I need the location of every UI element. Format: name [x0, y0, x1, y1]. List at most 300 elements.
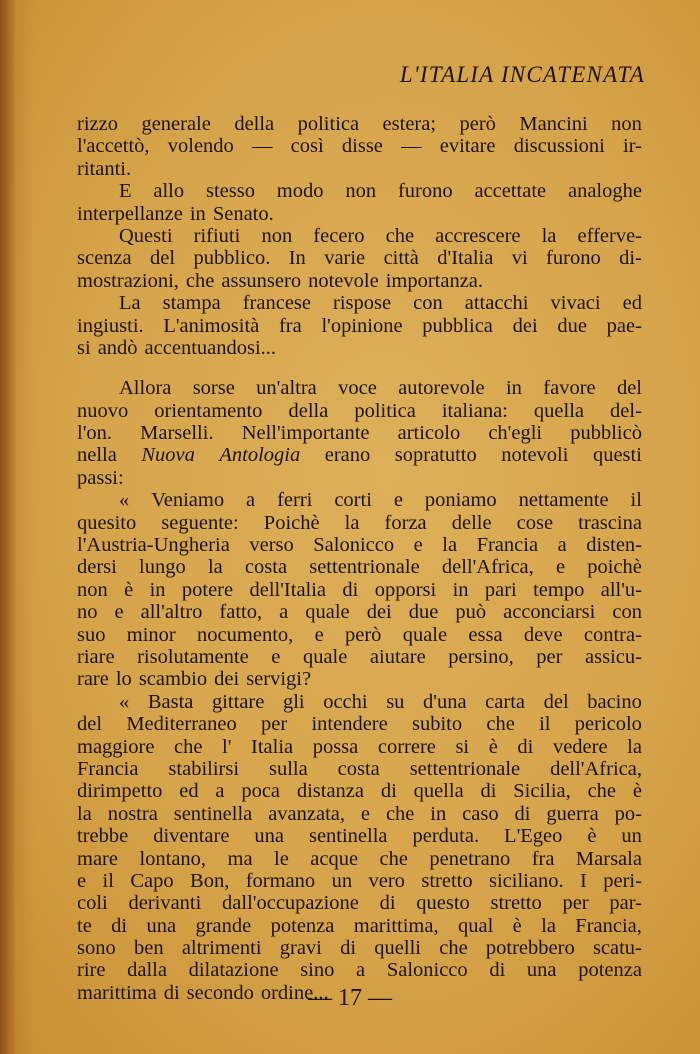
- word: servigi?: [246, 668, 312, 691]
- word: politica: [297, 113, 360, 135]
- word: e: [393, 489, 403, 512]
- word: d'una: [423, 690, 467, 713]
- word: sentinella: [173, 802, 253, 825]
- text-line: [77, 180, 642, 202]
- word: nocumento,: [197, 623, 294, 646]
- word: dirimpetto: [77, 780, 163, 803]
- word: mare: [77, 847, 118, 870]
- word: del: [150, 247, 176, 270]
- word: delle: [451, 511, 492, 534]
- text-line: [77, 780, 642, 802]
- word: di: [340, 937, 357, 960]
- word: Italia: [251, 735, 294, 758]
- word: però: [344, 623, 382, 646]
- word: pubblicò: [570, 422, 642, 445]
- word: deve: [523, 623, 563, 646]
- word: dall'occupazione: [222, 892, 359, 915]
- word: dell'Africa,: [550, 757, 642, 780]
- text-line: [77, 467, 642, 489]
- word: altrimenti: [181, 937, 262, 960]
- word: tempo: [533, 578, 585, 601]
- word: risolutamente: [137, 645, 249, 668]
- word: discussioni: [513, 135, 605, 158]
- word: assicu-: [585, 645, 642, 668]
- word: penetrano: [429, 847, 511, 870]
- word: opporsi: [374, 578, 437, 601]
- word: e: [413, 534, 423, 557]
- word: della: [234, 113, 275, 135]
- word: l'opinione: [321, 314, 403, 337]
- text-line: [77, 713, 642, 735]
- word: quesito: [77, 511, 137, 534]
- word: può: [455, 601, 487, 624]
- word: si: [455, 735, 470, 758]
- word: di: [480, 780, 497, 803]
- word: notevole: [308, 269, 379, 292]
- word: peri-: [603, 869, 642, 892]
- word: poniamo: [424, 489, 497, 512]
- word: pericolo: [574, 713, 642, 736]
- word: città: [383, 247, 419, 270]
- word: te: [77, 914, 92, 937]
- word: Mancini: [519, 113, 588, 135]
- word: Sicilia,: [513, 780, 571, 803]
- word: rizzo: [77, 113, 118, 135]
- word: I: [580, 869, 587, 892]
- word: quella: [413, 780, 464, 803]
- word: pubblico.: [193, 247, 271, 270]
- word: seguente:: [161, 511, 239, 534]
- word: sentinella: [308, 825, 388, 848]
- text-line: [77, 337, 642, 359]
- word: andò: [97, 336, 138, 359]
- word: erano: [324, 444, 371, 467]
- word: e: [314, 623, 324, 646]
- word: costa: [337, 757, 380, 780]
- word: non: [261, 224, 293, 247]
- word: la: [541, 224, 557, 247]
- word: accentuandosi...: [144, 336, 277, 359]
- word: una: [146, 914, 177, 937]
- word: poichè: [587, 556, 642, 579]
- word: è: [587, 825, 597, 848]
- word: dei: [512, 314, 538, 337]
- word: potenza: [578, 959, 642, 982]
- word: che: [587, 780, 617, 803]
- word: ed: [622, 292, 642, 315]
- text-line: [77, 489, 642, 511]
- word: ch'egli: [488, 422, 543, 445]
- word: allo: [153, 180, 185, 203]
- word: su: [386, 690, 405, 713]
- word: gli: [282, 690, 305, 713]
- word: favore: [543, 377, 596, 400]
- word: ferri: [277, 489, 313, 512]
- word: è: [632, 780, 642, 803]
- word: non: [611, 113, 642, 135]
- word: a: [557, 534, 567, 557]
- running-head: L'ITALIA INCATENATA: [399, 62, 645, 87]
- word: di: [163, 981, 180, 1004]
- word: importanza.: [385, 269, 484, 292]
- word: due: [557, 314, 587, 337]
- word: marittima: [77, 981, 157, 1004]
- word: sulla: [268, 757, 308, 780]
- word: possa: [312, 735, 359, 758]
- word: la: [627, 735, 642, 758]
- word: dell'Africa,: [441, 556, 534, 579]
- word: così: [290, 135, 324, 158]
- text-line: [77, 668, 642, 690]
- word: rare: [77, 668, 109, 691]
- word: bacino: [587, 690, 642, 713]
- word: «: [119, 690, 130, 713]
- word: è: [124, 578, 134, 601]
- word: generale: [141, 113, 211, 135]
- word: un: [621, 825, 642, 848]
- word: verso: [249, 534, 294, 557]
- word: stretto: [490, 892, 542, 915]
- word: a: [215, 780, 225, 803]
- word: però: [459, 113, 496, 135]
- text-line: [77, 959, 642, 981]
- word: analoghe: [567, 180, 642, 203]
- word: dei: [366, 601, 392, 624]
- word: siciliano.: [489, 869, 564, 892]
- word: accettate: [474, 180, 547, 203]
- word: fra: [531, 847, 555, 870]
- word: non: [345, 180, 377, 203]
- word: stesso: [205, 180, 255, 203]
- body-text: [77, 113, 642, 1004]
- word: questo: [416, 892, 470, 915]
- text-line: [77, 400, 642, 422]
- word: correre: [377, 735, 436, 758]
- word: ed: [179, 780, 199, 803]
- text-line: [77, 915, 642, 937]
- word: è: [512, 914, 522, 937]
- word: notevoli: [501, 444, 569, 467]
- text-line: [77, 512, 642, 534]
- word: in: [505, 377, 522, 400]
- text-line: [77, 736, 642, 758]
- word: del-: [610, 399, 642, 422]
- word: italiana:: [441, 399, 508, 422]
- word: carta: [485, 690, 525, 713]
- word: un'altra: [256, 377, 317, 400]
- word: L'animosità: [163, 314, 260, 337]
- word: Nuova: [141, 444, 195, 467]
- word: articolo: [397, 422, 461, 445]
- word: furono: [397, 180, 453, 203]
- word: avanzata,: [268, 802, 346, 825]
- word: intendere: [311, 713, 388, 736]
- word: mostrazioni,: [77, 269, 179, 292]
- word: ordine...: [260, 981, 329, 1004]
- word: del: [616, 377, 642, 400]
- word: ben: [133, 937, 164, 960]
- word: coli: [77, 892, 108, 915]
- word: scenza: [77, 247, 132, 270]
- text-line: [77, 534, 642, 556]
- text-line: [77, 292, 642, 314]
- word: vivaci: [550, 292, 601, 315]
- text-line: [77, 225, 642, 247]
- word: dalla: [127, 959, 167, 982]
- text-line: [77, 377, 642, 399]
- word: è: [488, 735, 498, 758]
- word: gravi: [279, 937, 322, 960]
- word: lungo: [139, 556, 186, 579]
- word: nettamente: [518, 489, 609, 512]
- word: Salonicco: [386, 959, 468, 982]
- word: quella: [533, 399, 585, 422]
- word: nostra: [107, 802, 158, 825]
- word: scatu-: [592, 937, 642, 960]
- word: persino,: [448, 645, 514, 668]
- word: quale: [302, 645, 348, 668]
- word: orientamento: [154, 399, 263, 422]
- word: l': [222, 735, 232, 758]
- text-line: [77, 203, 642, 225]
- word: essa: [468, 623, 503, 646]
- word: Salonicco: [313, 534, 395, 557]
- word: ritanti.: [77, 157, 132, 180]
- word: di: [111, 914, 128, 937]
- word: settentrionale: [309, 556, 420, 579]
- word: che: [385, 802, 415, 825]
- word: subito: [411, 713, 463, 736]
- word: si: [77, 336, 91, 359]
- word: vedere: [552, 735, 608, 758]
- word: evitare: [439, 135, 496, 158]
- word: guerra: [546, 802, 599, 825]
- word: secondo: [186, 981, 254, 1004]
- word: aiutare: [369, 645, 426, 668]
- word: la: [77, 802, 92, 825]
- text-line: [77, 579, 642, 601]
- word: e: [360, 802, 371, 825]
- word: sino: [300, 959, 335, 982]
- word: assunsero: [221, 269, 302, 292]
- word: Questi: [119, 224, 173, 247]
- word: volendo: [167, 135, 234, 158]
- word: in: [149, 578, 166, 601]
- word: della: [288, 399, 329, 422]
- text-line: [77, 758, 642, 780]
- word: di: [379, 892, 396, 915]
- word: no: [77, 601, 98, 624]
- word: nuovo: [77, 399, 129, 422]
- word: che: [174, 735, 203, 758]
- word: fra: [278, 314, 302, 337]
- word: sono: [77, 937, 116, 960]
- word: francese: [242, 292, 312, 315]
- text-line: [77, 601, 642, 623]
- word: occhi: [323, 690, 368, 713]
- word: per: [562, 892, 589, 915]
- word: varie: [324, 247, 366, 270]
- word: in: [430, 802, 447, 825]
- word: ma: [227, 847, 253, 870]
- word: il: [539, 713, 551, 736]
- word: autorevole: [398, 377, 485, 400]
- word: del: [77, 713, 103, 736]
- word: trascina: [578, 511, 642, 534]
- word: che: [379, 847, 408, 870]
- word: stretto: [421, 869, 473, 892]
- text-line: [77, 422, 642, 444]
- word: modo: [276, 180, 324, 203]
- word: che: [185, 269, 215, 292]
- word: vero: [368, 869, 405, 892]
- word: il: [630, 489, 642, 512]
- word: che: [385, 224, 415, 247]
- word: par-: [609, 892, 642, 915]
- word: passi:: [77, 466, 124, 489]
- word: Allora: [119, 377, 172, 400]
- word: e: [77, 869, 87, 892]
- word: la: [541, 914, 556, 937]
- word: in: [189, 202, 206, 225]
- text-line: [77, 803, 642, 825]
- word: derivanti: [128, 892, 202, 915]
- text-line: [77, 444, 642, 466]
- word: La: [119, 292, 141, 315]
- word: L'Egeo: [504, 825, 563, 848]
- word: gittare: [211, 690, 265, 713]
- word: fatto,: [219, 601, 263, 624]
- word: e: [271, 645, 281, 668]
- word: caso: [462, 802, 499, 825]
- word: due: [408, 601, 439, 624]
- word: trebbe: [77, 825, 129, 848]
- word: a: [356, 959, 366, 982]
- word: marittima,: [353, 914, 439, 937]
- word: voce: [338, 377, 377, 400]
- word: potrebbero: [485, 937, 575, 960]
- word: scambio: [138, 668, 208, 691]
- word: furono: [546, 247, 601, 270]
- page-number: — 17 —: [308, 985, 392, 1011]
- word: Poichè: [263, 511, 320, 534]
- word: il: [102, 869, 114, 892]
- word: efferve-: [577, 224, 642, 247]
- word: quale: [402, 623, 448, 646]
- text-line: [77, 158, 642, 180]
- word: contra-: [583, 623, 642, 646]
- word: Francia: [77, 757, 139, 780]
- word: Marselli.: [140, 422, 214, 445]
- word: Veniamo: [151, 489, 225, 512]
- word: riare: [77, 645, 115, 668]
- word: perduta.: [412, 825, 480, 848]
- word: poca: [241, 780, 281, 803]
- word: un: [331, 869, 353, 892]
- word: all'altro: [140, 601, 203, 624]
- word: minor: [126, 623, 176, 646]
- word: Francia: [476, 534, 539, 557]
- word: estera;: [382, 113, 437, 135]
- word: In: [288, 247, 306, 270]
- word: dell'Italia: [249, 578, 327, 601]
- word: dersi: [77, 556, 117, 579]
- text-line: [77, 646, 642, 668]
- word: rire: [77, 959, 106, 982]
- word: qual: [457, 914, 494, 937]
- word: maggiore: [77, 735, 155, 758]
- word: pae-: [606, 314, 642, 337]
- text-line: [77, 315, 642, 337]
- word: una: [254, 825, 285, 848]
- word: Capo: [130, 869, 174, 892]
- word: stampa: [162, 292, 221, 315]
- word: interpellanze: [77, 202, 183, 225]
- word: di: [342, 578, 359, 601]
- word: potere: [181, 578, 234, 601]
- word: distanza: [296, 780, 364, 803]
- word: —: [251, 135, 273, 158]
- section-gap: [77, 359, 642, 377]
- word: potenza: [270, 914, 335, 937]
- word: cose: [516, 511, 554, 534]
- text-line: [77, 825, 642, 847]
- word: per: [261, 713, 288, 736]
- word: con: [413, 292, 443, 315]
- word: ingiusti.: [77, 314, 144, 337]
- word: che: [439, 937, 468, 960]
- text-line: [77, 937, 642, 959]
- word: di: [489, 959, 506, 982]
- word: diventare: [153, 825, 230, 848]
- word: d'Italia: [437, 247, 494, 270]
- text-line: [77, 870, 642, 892]
- text-line: [77, 848, 642, 870]
- text-line: [77, 247, 642, 269]
- word: acque: [310, 847, 359, 870]
- word: fecero: [313, 224, 365, 247]
- word: E: [119, 180, 132, 203]
- word: le: [274, 847, 289, 870]
- word: questi: [592, 444, 642, 467]
- word: con: [612, 601, 642, 624]
- word: a: [279, 601, 289, 624]
- word: lo: [115, 668, 132, 691]
- word: all'u-: [600, 578, 642, 601]
- word: Marsala: [575, 847, 642, 870]
- word: stabilirsi: [168, 757, 240, 780]
- word: l'Austria-Ungheria: [77, 534, 230, 557]
- word: di: [517, 735, 534, 758]
- word: pubblica: [422, 314, 493, 337]
- text-line: [77, 691, 642, 713]
- word: non: [77, 578, 108, 601]
- word: dei: [214, 668, 240, 691]
- text-line: [77, 892, 642, 914]
- word: dilatazione: [188, 959, 279, 982]
- text-line: [77, 135, 642, 157]
- word: rispose: [333, 292, 392, 315]
- word: accrescere: [435, 224, 521, 247]
- word: politica: [354, 399, 416, 422]
- word: settentrionale: [409, 757, 521, 780]
- word: per: [536, 645, 563, 668]
- word: sopratutto: [394, 444, 477, 467]
- word: quale: [305, 601, 350, 624]
- word: del: [543, 690, 569, 713]
- word: Basta: [147, 690, 194, 713]
- word: l'on.: [77, 422, 113, 445]
